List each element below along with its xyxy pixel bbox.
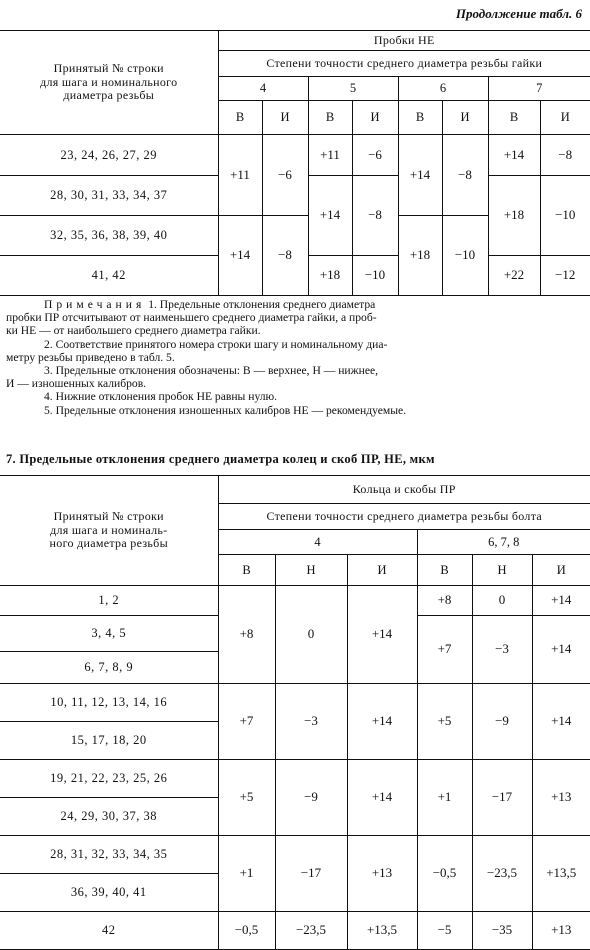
grade-7: 7 [488, 77, 590, 101]
cell-value: +14 [308, 176, 352, 256]
row-label: 23, 24, 26, 27, 29 [0, 135, 218, 176]
sub-i: И [352, 101, 398, 135]
note-text: 1. Предельные отклонения среднего диаметра [148, 298, 376, 311]
cell-value: +14 [398, 135, 442, 216]
cell-value: −23,5 [275, 912, 347, 950]
cell-value: +11 [218, 135, 262, 216]
cell-value: +18 [398, 216, 442, 296]
cell-value: +8 [218, 586, 275, 684]
cell-value: −35 [472, 912, 532, 950]
row-label: 41, 42 [0, 256, 218, 296]
row-label: 1, 2 [0, 586, 218, 616]
cell-value: +18 [308, 256, 352, 296]
sub-n: Н [275, 555, 347, 586]
sub-v: В [488, 101, 540, 135]
cell-value: −17 [275, 836, 347, 912]
sub-i: И [540, 101, 590, 135]
notes-heading: Примечания [44, 298, 146, 311]
cell-value: −9 [472, 684, 532, 760]
cell-value: +14 [347, 586, 417, 684]
sub-n: Н [472, 555, 532, 586]
grade-6: 6 [398, 77, 488, 101]
cell-value: −0,5 [417, 836, 472, 912]
note-text: 2. Соответствие принятого номера строки шагу и номинальному диа- [44, 337, 388, 351]
sub-i: И [442, 101, 488, 135]
cell-value: +13 [347, 836, 417, 912]
note-text: 4. Нижние отклонения пробок НЕ равны нулю. [44, 390, 278, 404]
corner-header: Принятый № строки для шага и номинального диаметра резьбы [0, 31, 218, 135]
cell-value: −12 [540, 256, 590, 296]
cell-value: +5 [218, 760, 275, 836]
row-label: 10, 11, 12, 13, 14, 16 [0, 684, 218, 722]
cell-value: −10 [352, 256, 398, 296]
cell-value: +8 [417, 586, 472, 616]
row-label: 3, 4, 5 [0, 616, 218, 652]
cell-value: +13,5 [347, 912, 417, 950]
cell-value: −6 [262, 135, 308, 216]
cell-value: +11 [308, 135, 352, 176]
note-text: пробки ПР отсчитывают от наименьшего среднего диаметра гайки, а проб- [6, 311, 377, 325]
cell-value: +7 [417, 616, 472, 684]
cell-value: −10 [442, 216, 488, 296]
cell-value: 0 [472, 586, 532, 616]
cell-value: +18 [488, 176, 540, 256]
cell-value: −10 [540, 176, 590, 256]
cell-value: +13,5 [532, 836, 590, 912]
cell-value: −3 [275, 684, 347, 760]
note-text: 3. Предельные отклонения обозначены: В — верхнее, Н — нижнее, [44, 364, 379, 378]
sub-i: И [532, 555, 590, 586]
cell-value: −8 [442, 135, 488, 216]
notes [6, 298, 586, 417]
cell-value: −9 [275, 760, 347, 836]
subgroup-header: Степени точности среднего диаметра резьбы болта [218, 504, 590, 530]
cell-value: +22 [488, 256, 540, 296]
cell-value: +14 [532, 684, 590, 760]
sub-i: И [347, 555, 417, 586]
note-text: ки НЕ — от наибольшего среднего диаметра гайки. [6, 324, 261, 338]
grade-5: 5 [308, 77, 398, 101]
cell-value: +7 [218, 684, 275, 760]
cell-value: +5 [417, 684, 472, 760]
row-label: 32, 35, 36, 38, 39, 40 [0, 216, 218, 256]
sub-v: В [398, 101, 442, 135]
cell-value: +14 [347, 760, 417, 836]
sub-v: В [308, 101, 352, 135]
corner-header: Принятый № строки для шага и номиналь- ного диаметра резьбы [0, 476, 218, 586]
sub-i: И [262, 101, 308, 135]
grade-4: 4 [218, 530, 417, 555]
cell-value: +13 [532, 760, 590, 836]
cell-value: −17 [472, 760, 532, 836]
cell-value: −8 [352, 176, 398, 256]
table-caption: 7. Предельные отклонения среднего диаметра колец и скоб ПР, НЕ, мкм [6, 452, 435, 466]
sub-v: В [417, 555, 472, 586]
note-text: И — изношенных калибров. [6, 377, 147, 391]
cell-value: −8 [262, 216, 308, 296]
row-label: 28, 31, 32, 33, 34, 35 [0, 836, 218, 874]
sub-v: В [218, 555, 275, 586]
row-label: 36, 39, 40, 41 [0, 874, 218, 912]
cell-value: −5 [417, 912, 472, 950]
cell-value: −6 [352, 135, 398, 176]
cell-value: +14 [347, 684, 417, 760]
cell-value: +1 [417, 760, 472, 836]
table-plugs-ne [0, 30, 590, 296]
row-label: 42 [0, 912, 218, 950]
cell-value: −23,5 [472, 836, 532, 912]
cell-value: +14 [218, 216, 262, 296]
cell-value: −0,5 [218, 912, 275, 950]
row-label: 6, 7, 8, 9 [0, 652, 218, 684]
cell-value: −3 [472, 616, 532, 684]
group-header: Пробки НЕ [218, 31, 590, 51]
continuation-label: Продолжение табл. 6 [455, 6, 582, 21]
group-header: Кольца и скобы ПР [218, 476, 590, 504]
cell-value: +14 [488, 135, 540, 176]
cell-value: +14 [532, 586, 590, 616]
cell-value: 0 [275, 586, 347, 684]
note-text: 5. Предельные отклонения изношенных калибров НЕ — рекомендуемые. [44, 403, 407, 417]
row-label: 28, 30, 31, 33, 34, 37 [0, 176, 218, 216]
row-label: 15, 17, 18, 20 [0, 722, 218, 760]
cell-value: +1 [218, 836, 275, 912]
row-label: 24, 29, 30, 37, 38 [0, 798, 218, 836]
cell-value: +13 [532, 912, 590, 950]
grade-4: 4 [218, 77, 308, 101]
subgroup-header: Степени точности среднего диаметра резьбы гайки [218, 51, 590, 77]
note-text: метру резьбы приведено в табл. 5. [6, 350, 175, 364]
row-label: 19, 21, 22, 23, 25, 26 [0, 760, 218, 798]
cell-value: −8 [540, 135, 590, 176]
table-rings-pr [0, 475, 590, 950]
sub-v: В [218, 101, 262, 135]
cell-value: +14 [532, 616, 590, 684]
grade-678: 6, 7, 8 [417, 530, 590, 555]
